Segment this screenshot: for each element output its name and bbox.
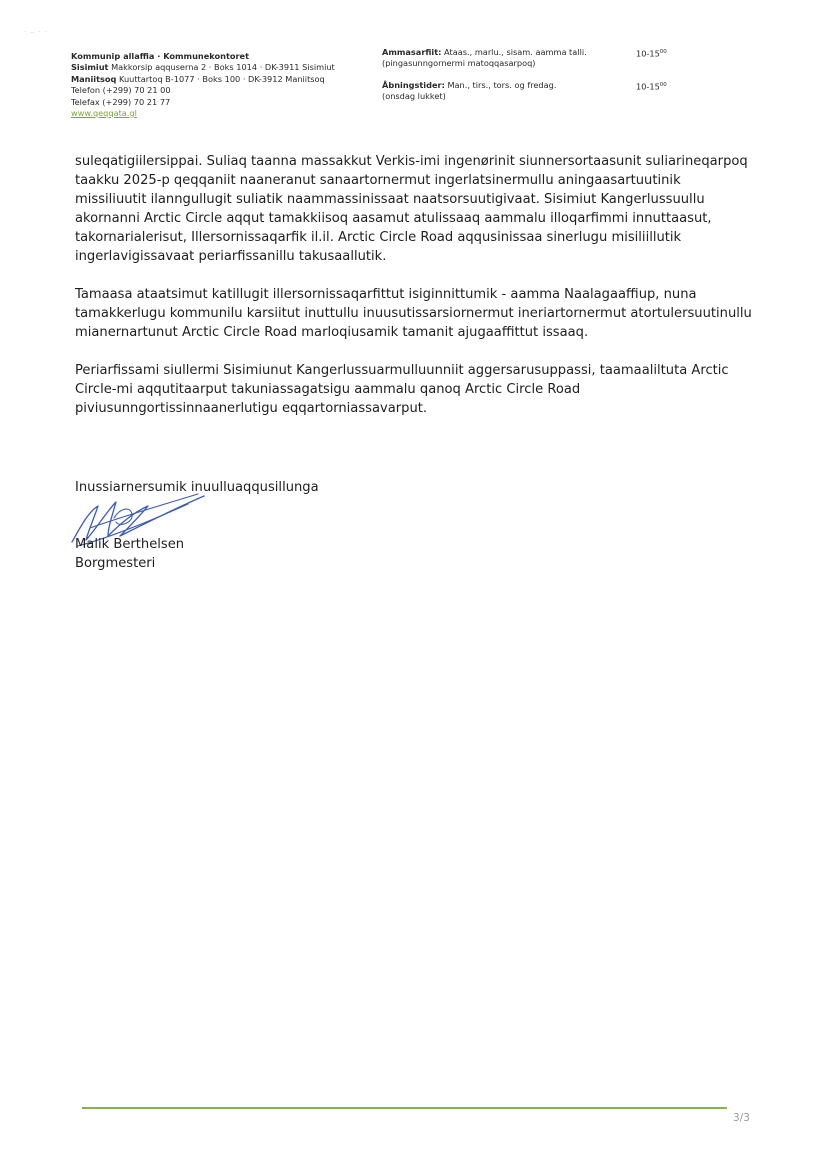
signer-title: Borgmesteri bbox=[75, 556, 156, 571]
sisimiut-address: Makkorsip aqquserna 2 · Boks 1014 · DK-3911 Sisimiut bbox=[111, 62, 335, 73]
scan-mark: · – · · bbox=[24, 28, 48, 36]
sisimiut-label: Sisimiut bbox=[71, 62, 109, 73]
opening-time-da: $10-15^{00}$ bbox=[636, 81, 667, 92]
footer-divider bbox=[82, 1107, 727, 1109]
maniitsoq-label: Maniitsoq bbox=[71, 73, 117, 84]
sisimiut-address-line bbox=[71, 62, 371, 73]
opening-hours-label-kl: Ammasarfiit: bbox=[382, 47, 442, 57]
signer-block bbox=[75, 535, 375, 573]
opening-time-kl: $10-15^{00}$ bbox=[636, 48, 667, 59]
opening-hours-label-da: Åbningstider: bbox=[382, 80, 445, 91]
closing-salutation: Inussiarnersumik inuulluaqqusillunga bbox=[75, 480, 319, 495]
opening-hours-danish bbox=[382, 80, 682, 101]
body-paragraph-2: Tamaasa ataatsimut katillugit illersornissaqarfittut isiginnittumik - aamma Naalagaaffiup, nuna tamakkerlugu kommunilu karsiitut inuttullu inuusutissarsiornermut ineriartornermut atortulersuutinullu mianernartunut Arctic Circle Road marloqiusamik tamanit ajugaaffittut issaaq. bbox=[75, 287, 752, 340]
opening-days-kl: Ataas., marlu., sisam. aamma talli. bbox=[444, 47, 587, 57]
telephone: Telefon (+299) 70 21 00 bbox=[71, 85, 171, 96]
opening-hours-greenlandic bbox=[382, 47, 682, 68]
opening-hours bbox=[382, 47, 682, 113]
body-paragraph-3: Periarfissami siullermi Sisimiunut Kangerlussuarmulluunniit aggersarusuppassi, taamaaliltuta Arctic Circle-mi aqqutitaarput takuniassagatsigu aammalu qanoq Arctic Circle Road piviusunngortissinnaanerlutigu eqqartorniassavarput. bbox=[75, 363, 729, 416]
letterhead-contact bbox=[71, 51, 371, 119]
org-title: Kommunip allaffia · Kommunekontoret bbox=[71, 51, 250, 61]
opening-days-da: Man., tirs., tors. og fredag. bbox=[447, 80, 557, 91]
opening-note-kl: (pingasunngornermi matoqqasarpoq) bbox=[382, 57, 536, 68]
opening-note-da: (onsdag lukket) bbox=[382, 90, 446, 101]
telefax: Telefax (+299) 70 21 77 bbox=[71, 96, 171, 107]
letter-body bbox=[75, 152, 755, 437]
maniitsoq-address: Kuuttartoq B-1077 · Boks 100 · DK-3912 Maniitsoq bbox=[119, 73, 325, 84]
page-number: 3/3 bbox=[733, 1112, 750, 1124]
maniitsoq-address-line bbox=[71, 74, 371, 85]
signer-name: Malik Berthelsen bbox=[75, 537, 185, 552]
website-link[interactable]: www.qeqqata.gl bbox=[71, 108, 137, 119]
body-paragraph-1: suleqatigiilersippai. Suliaq taanna massakkut Verkis-imi ingenørinit siunnersortaasunit suliarineqarpoq taakku 2025-p qeqqaniit naaneranut sanaartornermut ingerlatsinermullu aningaasartuutinik missiliuutit ilanngullugit suliatik naammassinissaat naatsorsuutigivaat. Sisimiut Kangerlussuullu akornanni Arctic Circle aqqut tamakkiisoq aasamut atulissaaq aammalu illoqarfimmi innuttaasut, takornarialerisut, Illersornissaqarfik il.il. Arctic Circle Road aqqusinissaa sinerlugu misiliillutik ingerlavigissavaat periarfissanillu takusaallutik. bbox=[75, 154, 748, 264]
